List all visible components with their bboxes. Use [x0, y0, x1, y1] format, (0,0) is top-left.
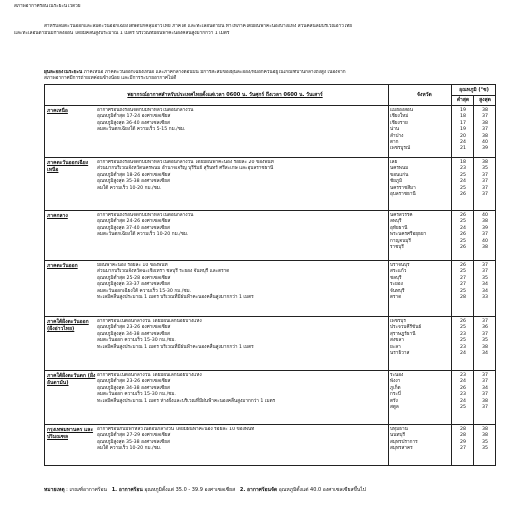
max-temp: 34 [482, 282, 488, 288]
forecast-line: อากาศร้อนถึงร้อนจัดกับมีฟ้าหลัวในตอนกลางวัน [97, 213, 194, 218]
region-row [45, 261, 495, 317]
table-header [45, 85, 495, 106]
forecast-line: อากาศร้อนกับมีฟ้าหลัวในตอนกลางวัน โดยมีฝนฟ้าคะนอง ร้อยละ 10 ของพื้นที่ [97, 427, 255, 432]
forecast-line: ลมตะวันออก ความเร็ว 15-30 กม./ชม. [97, 392, 176, 398]
forecast-line: อากาศร้อนในตอนกลางวัน โดยมีฝนเล็กน้อยบางแห่ง [97, 319, 202, 324]
min-temp: 25 [460, 325, 466, 331]
min-temp: 23 [460, 392, 466, 398]
min-temp: 17 [460, 120, 466, 126]
min-temp: 25 [460, 288, 466, 294]
province-name-column [390, 319, 452, 357]
province-name: ลพบุรี [390, 219, 402, 225]
forecast-line: อากาศร้อนในตอนกลางวัน โดยมีฝนเล็กน้อยบางแห่ง [97, 373, 202, 378]
province-name: นนทบุรี [390, 433, 405, 439]
min-temp: 28 [460, 427, 466, 432]
max-temp: 38 [482, 160, 488, 165]
province-name: แม่ฮ่องสอน [390, 108, 413, 113]
max-temp: 37 [482, 405, 488, 411]
max-temp-column [474, 213, 496, 251]
province-name: สมุทรสาคร [390, 446, 413, 452]
forecast-line: อุณหภูมิต่ำสุด 25-28 องศาเซลเซียส [97, 275, 171, 281]
max-temp: 40 [482, 140, 488, 146]
max-temp: 37 [482, 373, 488, 378]
forecast-line: อุณหภูมิต่ำสุด 23-26 องศาเซลเซียส [97, 379, 171, 385]
max-temp-column [474, 108, 496, 153]
min-temp-column [452, 263, 474, 301]
min-temp: 25 [460, 185, 466, 191]
max-temp-column [474, 263, 496, 301]
min-temp: 25 [460, 269, 466, 275]
forecast-line: อุณหภูมิต่ำสุด 23-26 องศาเซลเซียส [97, 325, 171, 331]
forecast-line: อากาศร้อนถึงร้อนจัดกับมีฟ้าหลัวในตอนกลางวัน โดยมีฝนฟ้าคะนอง ร้อยละ 20 ของพื้นที่ [97, 160, 274, 165]
min-temp: 23 [460, 166, 466, 172]
forecast-line: ลมใต้ ความเร็ว 10-20 กม./ชม. [97, 446, 162, 452]
note-criteria: เกณฑ์อากาศร้อน [69, 487, 107, 493]
province-name: นครพนม [390, 166, 409, 172]
max-temp: 35 [482, 275, 488, 281]
min-temp: 26 [460, 213, 466, 218]
max-temp: 37 [482, 392, 488, 398]
min-temp: 27 [460, 275, 466, 281]
max-temp-column [474, 160, 496, 198]
forecast-line: ลมตะวันออก ความเร็ว 15-30 กม./ชม. [97, 338, 176, 344]
forecast-line: ทะเลมีคลื่นสูงประมาณ 1 เมตร บริเวณที่มีฝนฟ้าคะนองคลื่นสูงมากกว่า 1 เมตร [97, 344, 254, 350]
region-name: ภาคเหนือ [47, 108, 68, 114]
forecast-line: อุณหภูมิสูงสุด 34-38 องศาเซลเซียส [97, 385, 170, 391]
forecast-line: ลมตะวันออกเฉียงใต้ ความเร็ว 15-30 กม./ชม. [97, 288, 192, 294]
forecast-line: ลมใต้ ความเร็ว 10-20 กม./ชม. [97, 185, 162, 191]
province-name: เชียงใหม่ [390, 114, 409, 120]
max-heading: สูงสุด [479, 97, 491, 103]
max-temp: 37 [482, 331, 488, 337]
min-temp: 24 [460, 379, 466, 385]
province-name: ปราจีนบุรี [390, 263, 410, 268]
forecast-line: อุณหภูมิต่ำสุด 18-26 องศาเซลเซียส [97, 172, 171, 178]
max-temp-column [474, 373, 496, 411]
province-name-column [390, 373, 452, 411]
min-temp-column [452, 213, 474, 251]
region-list [45, 106, 495, 465]
forecast-line: อุณหภูมิต่ำสุด 24-26 องศาเซลเซียส [97, 219, 171, 225]
pm25-text-2: สภาพอากาศมีการถ่ายเทค่อนข้างน้อย และมีการระบายอากาศไม่ดี [44, 76, 177, 81]
max-temp-column [474, 319, 496, 357]
pm25-label: ฝุ่นละอองในระยะนี้ [44, 70, 83, 75]
min-temp: 21 [460, 146, 466, 152]
province-name: นราธิวาส [390, 351, 410, 357]
forecast-line: อุณหภูมิสูงสุด 36-40 องศาเซลเซียส [97, 120, 170, 126]
max-temp: 37 [482, 127, 488, 133]
min-temp: 19 [460, 108, 466, 113]
min-temp-column [452, 319, 474, 357]
min-temp: 24 [460, 398, 466, 404]
min-temp: 27 [460, 446, 466, 452]
note-hot-text: อุณหภูมิตั้งแต่ 35.0 - 39.9 องศาเซลเซียส [144, 487, 236, 493]
province-name: สุราษฎร์ธานี [390, 331, 416, 337]
min-temp: 24 [460, 140, 466, 146]
province-name: ระนอง [390, 373, 404, 378]
province-name: ราชบุรี [390, 245, 404, 251]
forecast-line: ส่วนมากบริเวณจังหวัดฉะเชิงเทรา ชลบุรี ระยอง จันทบุรี และตราด [97, 269, 230, 275]
max-temp: 38 [482, 133, 488, 139]
province-name-column [390, 263, 452, 301]
region-row [45, 317, 495, 371]
max-temp: 38 [482, 245, 488, 251]
max-temp: 40 [482, 213, 488, 218]
forecast-line: อุณหภูมิสูงสุด 35-38 องศาเซลเซียส [97, 439, 170, 445]
max-temp: 38 [482, 427, 488, 432]
province-name: ตาก [390, 140, 399, 146]
max-temp: 38 [482, 398, 488, 404]
max-temp: 40 [482, 238, 488, 244]
forecast-line-column [97, 108, 387, 134]
min-temp: 18 [460, 160, 466, 165]
forecast-line: ส่วนมากบริเวณจังหวัดนครพนม อำนาจเจริญ บุรีรัมย์ สุรินทร์ ศรีสะเกษ และอุบลราชธานี [97, 166, 274, 172]
forecast-line-column [97, 373, 387, 405]
min-temp: 23 [460, 331, 466, 337]
max-temp: 37 [482, 379, 488, 385]
province-name: นครสวรรค์ [390, 213, 413, 218]
min-temp: 25 [460, 219, 466, 225]
min-temp: 29 [460, 439, 466, 445]
province-name: ระยอง [390, 282, 403, 288]
province-heading: จังหวัด [417, 92, 432, 98]
province-name: สงขลา [390, 338, 404, 344]
province-name: อุบลราชธานี [390, 192, 416, 198]
max-temp: 38 [482, 108, 488, 113]
province-name: ชลบุรี [390, 275, 402, 281]
province-name: สระแก้ว [390, 269, 407, 275]
region-name: ภาคกลาง [47, 213, 68, 219]
pm25-text: ภาคเหนือ ภาคตะวันออกเฉียงเหนือ และภาคกลางตอนบน มีการสะสมของฝุ่นละออง/หมอกควันอยู่ในเกณฑ์ปานกลางถึงสูง เนื่องจาก [83, 70, 346, 75]
forecast-line-column [97, 160, 387, 192]
province-name: ประจวบคีรีขันธ์ [390, 325, 422, 331]
min-temp: 25 [460, 405, 466, 411]
max-temp: 39 [482, 225, 488, 231]
region-name: ภาคตะวันออกเฉียงเหนือ [47, 160, 89, 173]
min-temp: 26 [460, 232, 466, 238]
max-temp: 39 [482, 146, 488, 152]
region-row [45, 106, 495, 158]
forecast-line: อุณหภูมิต่ำสุด 17-24 องศาเซลเซียส [97, 114, 171, 120]
min-temp: 25 [460, 238, 466, 244]
note-very-hot-label: 2. อากาศร้อนจัด [239, 487, 278, 493]
province-name: ลำปาง [390, 133, 404, 139]
min-temp: 26 [460, 385, 466, 391]
intro-line-1: สภาพอากาศร้อนในระยะนี้ไว้ด้วย [14, 4, 81, 9]
forecast-line: อุณหภูมิสูงสุด 34-38 องศาเซลเซียส [97, 331, 170, 337]
province-name-column [390, 213, 452, 251]
province-name: สตูล [390, 405, 399, 411]
min-temp: 20 [460, 133, 466, 139]
intro-line-3: และทะเลอันดามันมีกำลังอ่อน โดยมีคลื่นสูงประมาณ 1 เมตร บริเวณที่มีฝนฟ้าคะนองคลื่นสูงมากกว่า 1 เมตร [14, 31, 230, 36]
province-name: พังงา [390, 379, 401, 385]
min-temp: 26 [460, 192, 466, 198]
min-temp-column [452, 160, 474, 198]
province-name: ปทุมธานี [390, 427, 408, 432]
note-very-hot-text: อุณหภูมิตั้งแต่ 40.0 องศาเซลเซียสขึ้นไป [278, 487, 366, 493]
min-temp-column [452, 108, 474, 153]
min-temp: 28 [460, 295, 466, 301]
forecast-line-column [97, 263, 387, 301]
forecast-line: อุณหภูมิสูงสุด 35-38 องศาเซลเซียส [97, 179, 170, 185]
min-heading: ต่ำสุด [456, 97, 470, 103]
intro-line-2: สำหรับลมตะวันออกและลมตะวันออกเฉียงใต้พัดปกคลุมอ่าวไทย ภาคใต้ และทะเลอันดามัน ทำให้ภาคใต้มีฝนฟ้าคะนองบางแห่ง ส่วนคลื่นลมบริเวณอ่าวไทย [44, 24, 353, 29]
province-name: นครราชสีมา [390, 185, 416, 191]
forecast-line: อุณหภูมิสูงสุด 33-37 องศาเซลเซียส [97, 282, 170, 288]
temperature-heading: อุณหภูมิ (°ซ) [452, 86, 496, 96]
note-label: หมายเหตุ [44, 487, 65, 493]
forecast-line-column [97, 319, 387, 351]
province-name: ขอนแก่น [390, 172, 409, 178]
forecast-table [44, 84, 496, 466]
province-name: เพชรบูรณ์ [390, 146, 411, 152]
province-name: เชียงราย [390, 120, 408, 126]
province-name: ยะลา [390, 344, 401, 350]
max-temp: 34 [482, 288, 488, 294]
max-temp: 38 [482, 219, 488, 225]
forecast-line-column [97, 427, 387, 453]
province-name: น่าน [390, 127, 400, 133]
min-temp: 28 [460, 433, 466, 439]
max-temp: 37 [482, 232, 488, 238]
max-temp: 37 [482, 114, 488, 120]
region-row [45, 211, 495, 261]
forecast-heading: พยากรณ์อากาศสำหรับประเทศไทยตั้งแต่เวลา 0600 น. วันศุกร์ ถึงเวลา 0600 น. วันเสาร์ [127, 92, 323, 98]
max-temp: 38 [482, 344, 488, 350]
max-temp: 37 [482, 269, 488, 275]
max-temp: 34 [482, 351, 488, 357]
min-temp: 26 [460, 319, 466, 324]
min-temp: 24 [460, 351, 466, 357]
province-name: จันทบุรี [390, 288, 405, 294]
min-temp: 18 [460, 114, 466, 120]
min-temp-column [452, 373, 474, 411]
province-name: ชัยภูมิ [390, 179, 403, 185]
province-name-column [390, 160, 452, 198]
footnote: หมายเหตุ : เกณฑ์อากาศร้อน 1. อากาศร้อน อุณหภูมิตั้งแต่ 35.0 - 39.9 องศาเซลเซียส 2. อากาศร้อนจัด อุณหภูมิตั้งแต่ 40.0 องศาเซลเซียสขึ้นไป [44, 487, 366, 493]
max-temp: 37 [482, 192, 488, 198]
province-name: กาญจนบุรี [390, 238, 411, 244]
max-temp: 37 [482, 263, 488, 268]
max-temp: 37 [482, 319, 488, 324]
region-row [45, 158, 495, 211]
region-name: ภาคใต้ฝั่งตะวันออก (ฝั่งอ่าวไทย) [47, 319, 89, 332]
min-temp: 19 [460, 127, 466, 133]
note-hot-label: 1. อากาศร้อน [111, 487, 143, 493]
forecast-line: อากาศร้อนถึงร้อนจัดกับมีฟ้าหลัวในตอนกลางวัน [97, 108, 194, 113]
forecast-line: ทะเลมีคลื่นสูงประมาณ 1 เมตร ห่างฝั่งและบริเวณที่มีฝนฟ้าคะนองคลื่นสูงมากกว่า 1 เมตร [97, 398, 276, 404]
forecast-line: มีฝนฟ้าคะนอง ร้อยละ 10 ของพื้นที่ [97, 263, 168, 268]
max-temp: 35 [482, 446, 488, 452]
province-name: ภูเก็ต [390, 385, 401, 391]
max-temp: 35 [482, 166, 488, 172]
province-name: ตราด [390, 295, 402, 301]
min-temp: 24 [460, 225, 466, 231]
forecast-line: ลมตะวันตกเฉียงใต้ ความเร็ว 5-15 กม./ชม. [97, 127, 186, 133]
max-temp: 38 [482, 120, 488, 126]
min-temp-column [452, 427, 474, 453]
max-temp: 37 [482, 179, 488, 185]
min-temp: 25 [460, 172, 466, 178]
province-name: เพชรบุรี [390, 319, 406, 324]
min-temp: 26 [460, 263, 466, 268]
province-name-column [390, 108, 452, 153]
max-temp: 37 [482, 172, 488, 178]
region-row [45, 425, 495, 465]
province-name: สมุทรปราการ [390, 439, 418, 445]
province-name: อุทัยธานี [390, 225, 408, 231]
region-name: ภาคตะวันออก [47, 263, 78, 269]
max-temp-column [474, 427, 496, 453]
min-temp: 23 [460, 344, 466, 350]
min-temp: 23 [460, 373, 466, 378]
min-temp: 27 [460, 282, 466, 288]
max-temp: 35 [482, 439, 488, 445]
max-temp: 34 [482, 385, 488, 391]
min-temp: 24 [460, 179, 466, 185]
pm25-notice [44, 70, 496, 82]
region-name: กรุงเทพมหานคร และปริมณฑล [47, 427, 94, 440]
max-temp: 33 [482, 295, 488, 301]
province-name-column [390, 427, 452, 453]
min-temp: 25 [460, 338, 466, 344]
forecast-line-column [97, 213, 387, 239]
max-temp: 35 [482, 338, 488, 344]
forecast-line: อุณหภูมิต่ำสุด 27-29 องศาเซลเซียส [97, 433, 171, 439]
forecast-line: ทะเลมีคลื่นสูงประมาณ 1 เมตร บริเวณที่มีฝนฟ้าคะนองคลื่นสูงมากกว่า 1 เมตร [97, 295, 254, 301]
max-temp: 36 [482, 325, 488, 331]
forecast-line: ลมตะวันตกเฉียงใต้ ความเร็ว 10-20 กม./ชม. [97, 232, 189, 238]
region-row [45, 371, 495, 425]
max-temp: 37 [482, 185, 488, 191]
province-name: กระบี่ [390, 392, 401, 398]
province-name: เลย [390, 160, 398, 165]
forecast-line: อุณหภูมิสูงสุด 37-40 องศาเซลเซียส [97, 225, 170, 231]
province-name: พระนครศรีอยุธยา [390, 232, 427, 238]
region-name: ภาคใต้ฝั่งตะวันตก (ฝั่งอันดามัน) [47, 373, 96, 386]
max-temp: 38 [482, 433, 488, 439]
min-temp: 26 [460, 245, 466, 251]
province-name: ตรัง [390, 398, 398, 404]
